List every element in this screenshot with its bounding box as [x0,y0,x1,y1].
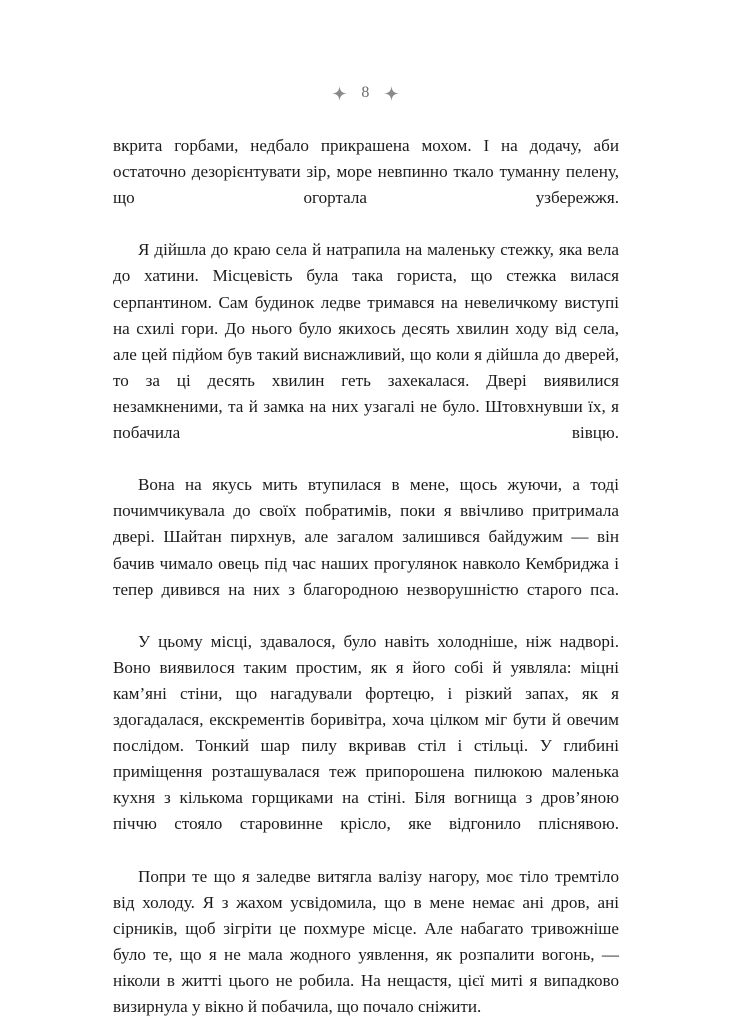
four-pointed-star-icon-left [332,86,347,101]
page-folio [0,78,731,108]
paragraph: Вона на якусь мить втупилася в мене, щось жуючи, а тоді почимчикувала до своїх побратимів, поки я ввічливо притримала двері. Шайтан пирхнув, але загалом залишився байдужим — він бачив чимало овець під час наших прогулянок навколо Кембриджа і тепер дивився на них з благородною незворушністю старого пса. [113,475,619,599]
page-number: 8 [361,83,370,101]
paragraph: вкрита горбами, недбало прикрашена мохом. І на додачу, аби остаточно дезорієнтувати зір, море невпинно ткало туманну пелену, що огортала узбережжя. [113,136,619,208]
body-text-column [113,133,619,1020]
paragraph: Попри те що я заледве витягла валізу нагору, моє тіло тремтіло від холоду. Я з жахом усвідомила, що в мене немає ані дров, ані сірників, щоб зігріти це похмуре місце. Але набагато тривожніше було те, що я не мала жодного уявлення, як розпалити вогонь, — ніколи в житті цього не робила. На нещастя, цієї миті я випадково визирнула у вікно й побачила, що почало сніжити. [113,866,619,1017]
paragraph: У цьому місці, здавалося, було навіть холодніше, ніж надворі. Воно виявилося таким простим, як я його собі й уявляла: міцні кам’яні стіни, що нагадували фортецю, і різкий запах, як я здогадалася, екскрементів боривітра, хоча цілком міг бути й овечим послідом. Тонкий шар пилу вкривав стіл і стільці. У глибині приміщення розташувалася теж припорошена пилюкою маленька кухня з кількома горщиками на стіні. Біля вогнища з дров’яною піччю стояло старовинне крісло, яке відгонило пліснявою. [113,631,619,834]
four-pointed-star-icon-right [384,86,399,101]
paragraph: Я дійшла до краю села й натрапила на маленьку стежку, яка вела до хатини. Місцевість була така гориста, що стежка вилася серпантином. Сам будинок ледве тримався на невеличкому виступі на схилі гори. До нього було якихось десять хвилин ходу від села, але цей підйом був такий виснажливий, що коли я дійшла до дверей, то за ці десять хвилин геть захекалася. Двері виявилися незамкненими, та й замка на них узагалі не було. Штовхнувши їх, я побачила вівцю. [113,240,619,443]
